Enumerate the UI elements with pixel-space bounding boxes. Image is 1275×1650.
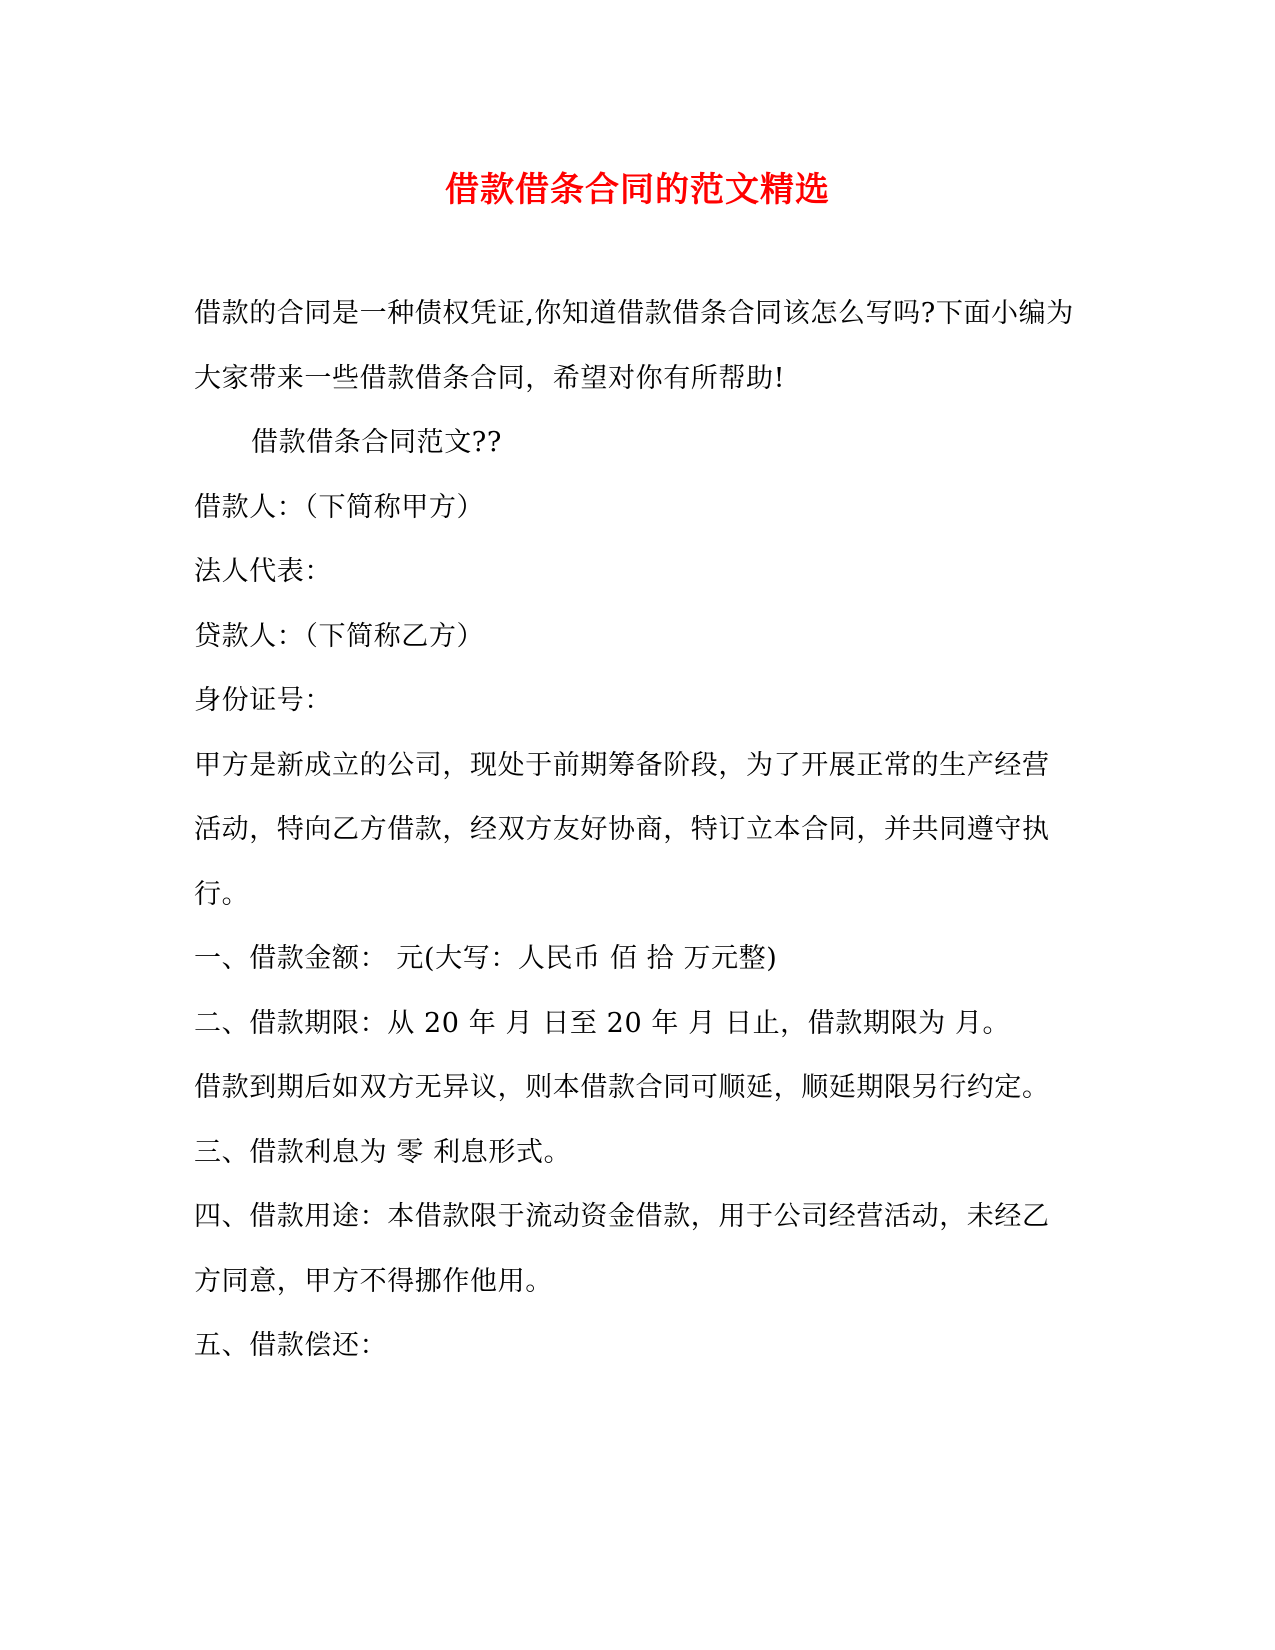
sample-heading: 借款借条合同范文??: [251, 427, 502, 458]
clause-purpose: 四、借款用途：本借款限于流动资金借款，用于公司经营活动，未经乙方同意，甲方不得挪作他用。: [194, 1201, 1050, 1297]
intro-paragraph: 借款的合同是一种债权凭证,你知道借款借条合同该怎么写吗?下面小编为大家带来一些借款借条合同，希望对你有所帮助!: [194, 298, 1074, 394]
clause-repayment: 五、借款偿还：: [194, 1330, 388, 1361]
clause-term: 二、借款期限：从 20 年 月 日至 20 年 月 日止，借款期限为 月。: [194, 1007, 1011, 1039]
borrower-line: 借款人：（下简称甲方）: [194, 491, 485, 523]
preamble-paragraph: 甲方是新成立的公司，现处于前期筹备阶段，为了开展正常的生产经营活动，特向乙方借款，经双方友好协商，特订立本合同，并共同遵守执行。: [194, 749, 1050, 910]
id-number-line: 身份证号：: [194, 685, 332, 716]
document-body: [194, 282, 1074, 1379]
legal-representative-line: 法人代表：: [194, 556, 332, 587]
document-title: 借款借条合同的范文精选: [445, 170, 830, 210]
lender-line: 贷款人：（下简称乙方）: [194, 620, 485, 652]
clause-amount: 一、借款金额： 元(大写：人民币 佰 拾 万元整): [194, 943, 778, 974]
clause-term-extension: 借款到期后如双方无异议，则本借款合同可顺延，顺延期限另行约定。: [194, 1072, 1050, 1103]
clause-interest: 三、借款利息为 零 利息形式。: [194, 1136, 572, 1168]
